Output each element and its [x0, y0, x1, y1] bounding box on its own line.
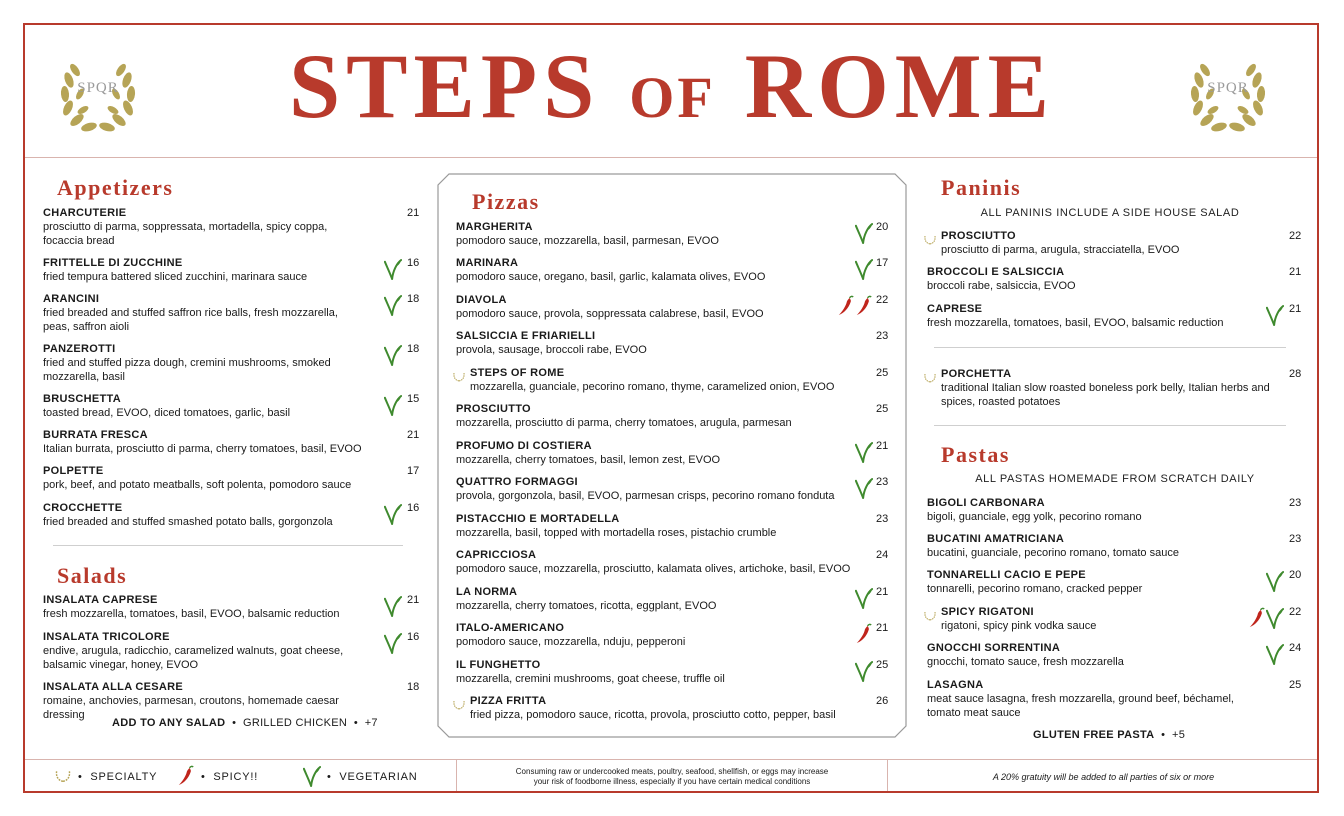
menu-item: [456, 330, 866, 357]
vegetarian-leaf-icon: [303, 765, 321, 787]
menu-item-description: provola, gorgonzola, basil, EVOO, parmesan crisps, pecorino romano fonduta: [456, 490, 835, 502]
menu-item: [456, 659, 866, 686]
menu-item-description: endive, arugula, radicchio, caramelized walnuts, goat cheese, balsamic vinegar, honey, EVOO: [43, 645, 344, 671]
menu-item-name: BRUSCHETTA: [43, 393, 121, 405]
menu-item-name: PIZZA FRITTA: [470, 695, 547, 707]
menu-item-description: prosciutto di parma, soppressata, mortadella, spicy coppa, focaccia bread: [43, 221, 328, 247]
menu-item-price: 23: [876, 330, 889, 342]
menu-item: [456, 440, 866, 467]
paninis-heading: Paninis: [941, 175, 1022, 200]
specialty-laurel-icon: [452, 697, 466, 711]
menu-item-price: 20: [876, 221, 889, 233]
menu-item-description: pomodoro sauce, oregano, basil, garlic, kalamata olives, EVOO: [456, 271, 766, 283]
menu-item-description: mozzarella, cherry tomatoes, basil, lemon zest, EVOO: [456, 454, 721, 466]
menu-item-name: BURRATA FRESCA: [43, 429, 148, 441]
menu-item-price: 23: [876, 476, 889, 488]
menu-item-price: 21: [876, 622, 889, 634]
specialty-laurel-icon: [923, 608, 937, 622]
menu-item: [43, 681, 383, 722]
menu-item-name: POLPETTE: [43, 465, 104, 477]
spicy-pepper-icon: [855, 295, 873, 317]
menu-item: [456, 513, 866, 540]
menu-item-name: CAPRESE: [927, 303, 983, 315]
restaurant-title: [0, 36, 1344, 148]
menu-item-name: GNOCCHI SORRENTINA: [927, 642, 1061, 654]
menu-item: [456, 294, 866, 321]
health-notice-line-1: Consuming raw or undercooked meats, poultry, seafood, shellfish, or eggs may increase: [515, 767, 829, 776]
menu-item-price: 21: [407, 207, 420, 219]
menu-item: [456, 586, 866, 613]
menu-item-name: BUCATINI AMATRICIANA: [927, 533, 1065, 545]
menu-item: [43, 502, 363, 529]
section-divider: [934, 425, 1286, 426]
menu-item-name: PANZEROTTI: [43, 343, 116, 355]
menu-item: [927, 497, 1257, 524]
menu-item-name: PROSCIUTTO: [456, 403, 531, 415]
legend-spicy: • SPICY!!: [201, 771, 259, 783]
menu-item-description: pomodoro sauce, mozzarella, basil, parmesan, EVOO: [456, 235, 719, 247]
menu-item: [43, 207, 363, 248]
vegetarian-leaf-icon: [384, 294, 402, 316]
addon-price: +5: [1172, 729, 1186, 741]
spicy-pepper-icon: [837, 295, 855, 317]
menu-item: [927, 642, 1257, 669]
addon-option: GRILLED CHICKEN: [242, 717, 348, 729]
menu-item: [456, 549, 866, 576]
vegetarian-leaf-icon: [855, 441, 873, 463]
menu-item-description: romaine, anchovies, parmesan, croutons, homemade caesar dressing: [43, 695, 339, 721]
menu-item-price: 21: [1289, 266, 1302, 278]
menu-item-description: prosciutto di parma, arugula, stracciatella, EVOO: [941, 244, 1180, 256]
emblem-text: SPQR: [77, 80, 119, 96]
menu-item-name: ITALO-AMERICANO: [456, 622, 565, 634]
menu-item-name: IL FUNGHETTO: [456, 659, 541, 671]
pizzas-heading: Pizzas: [472, 189, 540, 214]
menu-item: [43, 429, 363, 456]
menu-item-price: 22: [1289, 230, 1302, 242]
menu-item-price: 26: [876, 695, 889, 707]
menu-item-description: toasted bread, EVOO, diced tomatoes, garlic, basil: [43, 407, 291, 419]
addon-label: ADD TO ANY SALAD: [112, 717, 226, 729]
vegetarian-leaf-icon: [1266, 304, 1284, 326]
vegetarian-leaf-icon: [384, 394, 402, 416]
pastas-heading: Pastas: [941, 442, 1010, 467]
menu-item-price: 21: [407, 594, 420, 606]
title-word-steps: STEPS: [288, 35, 601, 137]
menu-item-name: FRITTELLE DI ZUCCHINE: [43, 257, 183, 269]
menu-item: [456, 622, 866, 649]
menu-item: [927, 533, 1257, 560]
pasta-addon: GLUTEN FREE PASTA • +5: [1033, 729, 1186, 741]
menu-item: [456, 257, 866, 284]
title-word-rome: ROME: [744, 35, 1055, 137]
vegetarian-leaf-icon: [1266, 643, 1284, 665]
menu-item: [43, 257, 363, 284]
menu-item-description: bucatini, guanciale, pecorino romano, tomato sauce: [927, 547, 1179, 559]
legend-specialty-label: SPECIALTY: [90, 771, 158, 783]
menu-item-price: 24: [876, 549, 889, 561]
menu-item-price: 21: [876, 440, 889, 452]
menu-item: [456, 221, 866, 248]
menu-item: [43, 631, 383, 672]
menu-item-price: 28: [1289, 368, 1302, 380]
menu-item-description: meat sauce lasagna, fresh mozzarella, ground beef, béchamel, tomato meat sauce: [927, 693, 1234, 719]
menu-item-description: pork, beef, and potato meatballs, soft polenta, pomodoro sauce: [43, 479, 352, 491]
menu-item: [927, 266, 1282, 293]
footer-divider: [887, 760, 888, 791]
menu-item-name: PROFUMO DI COSTIERA: [456, 440, 592, 452]
legend-specialty: • SPECIALTY: [78, 771, 158, 783]
health-notice-line-2: your risk of foodborne illness, especially if you have certain medical conditions: [533, 777, 811, 786]
menu-item-description: mozzarella, prosciutto di parma, cherry tomatoes, arugula, parmesan: [456, 417, 792, 429]
specialty-laurel-icon: [923, 370, 937, 384]
vegetarian-leaf-icon: [384, 632, 402, 654]
appetizers-heading: Appetizers: [57, 175, 174, 200]
menu-item-price: 20: [1289, 569, 1302, 581]
menu-item-description: traditional Italian slow roasted boneless pork belly, Italian herbs and spices, roasted potatoes: [941, 382, 1270, 408]
gratuity-notice: A 20% gratuity will be added to all parties of six or more: [992, 772, 1215, 782]
menu-item: [43, 343, 363, 384]
specialty-laurel-icon: [923, 232, 937, 246]
menu-item: [927, 679, 1257, 720]
menu-item: [43, 393, 363, 420]
vegetarian-leaf-icon: [384, 344, 402, 366]
menu-item-name: MARGHERITA: [456, 221, 533, 233]
vegetarian-leaf-icon: [1266, 570, 1284, 592]
vegetarian-leaf-icon: [1266, 607, 1284, 629]
menu-item-name: PROSCIUTTO: [941, 230, 1016, 242]
menu-item-name: TONNARELLI CACIO E PEPE: [927, 569, 1086, 581]
section-divider: [53, 545, 403, 546]
spicy-pepper-icon: [855, 623, 873, 645]
menu-item-price: 15: [407, 393, 420, 405]
menu-item-price: 25: [876, 403, 889, 415]
pastas-note: ALL PASTAS HOMEMADE FROM SCRATCH DAILY: [975, 473, 1255, 485]
menu-item-price: 21: [876, 586, 889, 598]
menu-item-price: 25: [1289, 679, 1302, 691]
menu-item: [927, 569, 1257, 596]
menu-item-price: 21: [1289, 303, 1302, 315]
specialty-laurel-icon: [452, 369, 466, 383]
menu-item-name: DIAVOLA: [456, 294, 507, 306]
menu-item-price: 16: [407, 257, 420, 269]
menu-item-name: INSALATA TRICOLORE: [43, 631, 170, 643]
menu-item-description: fried tempura battered sliced zucchini, marinara sauce: [43, 271, 308, 283]
menu-item: [941, 230, 1282, 257]
vegetarian-leaf-icon: [855, 477, 873, 499]
menu-item: [470, 367, 866, 394]
menu-item-name: MARINARA: [456, 257, 519, 269]
title-word-of: OF: [629, 65, 716, 130]
section-divider: [934, 347, 1286, 348]
menu-item-price: 16: [407, 631, 420, 643]
menu-item: [43, 293, 363, 334]
vegetarian-leaf-icon: [855, 660, 873, 682]
menu-item-description: mozzarella, guanciale, pecorino romano, thyme, caramelized onion, EVOO: [470, 381, 835, 393]
spicy-pepper-icon: [177, 765, 195, 787]
menu-item: [43, 594, 383, 621]
menu-item-price: 16: [407, 502, 420, 514]
menu-item: [456, 476, 866, 503]
menu-item-description: fried breaded and stuffed saffron rice balls, fresh mozzarella, peas, saffron aioli: [43, 307, 338, 333]
menu-item-name: INSALATA ALLA CESARE: [43, 681, 184, 693]
menu-item-description: tonnarelli, pecorino romano, cracked pepper: [927, 583, 1143, 595]
spicy-pepper-icon: [1248, 607, 1266, 629]
salads-heading: Salads: [57, 563, 128, 588]
paninis-note: ALL PANINIS INCLUDE A SIDE HOUSE SALAD: [980, 207, 1240, 219]
menu-item-description: fried pizza, pomodoro sauce, ricotta, provola, prosciutto cotto, pepper, basil: [470, 709, 836, 721]
menu-item-name: BIGOLI CARBONARA: [927, 497, 1045, 509]
menu-item-name: PORCHETTA: [941, 368, 1012, 380]
menu-item-price: 23: [1289, 533, 1302, 545]
menu-item-price: 25: [876, 367, 889, 379]
salad-addon: ADD TO ANY SALAD • GRILLED CHICKEN • +7: [112, 717, 378, 729]
menu-item: [470, 695, 866, 722]
menu-item-description: fresh mozzarella, tomatoes, basil, EVOO, balsamic reduction: [927, 317, 1224, 329]
menu-item-description: mozzarella, cherry tomatoes, ricotta, eggplant, EVOO: [456, 600, 717, 612]
specialty-laurel-icon: [54, 766, 72, 784]
menu-item-price: 23: [1289, 497, 1302, 509]
menu-item-description: rigatoni, spicy pink vodka sauce: [941, 620, 1097, 632]
menu-item: [941, 606, 1257, 633]
menu-item-description: mozzarella, cremini mushrooms, goat cheese, truffle oil: [456, 673, 725, 685]
vegetarian-leaf-icon: [384, 595, 402, 617]
vegetarian-leaf-icon: [384, 258, 402, 280]
menu-item-price: 18: [407, 343, 420, 355]
menu-item-name: CROCCHETTE: [43, 502, 123, 514]
menu-item-name: LASAGNA: [927, 679, 984, 691]
vegetarian-leaf-icon: [855, 587, 873, 609]
menu-item-description: pomodoro sauce, provola, soppressata calabrese, basil, EVOO: [456, 308, 764, 320]
health-notice: [460, 767, 884, 787]
menu-item-description: gnocchi, tomato sauce, fresh mozzarella: [927, 656, 1124, 668]
legend-vegetarian: • VEGETARIAN: [327, 771, 418, 783]
menu-item-name: INSALATA CAPRESE: [43, 594, 158, 606]
menu-item-price: 17: [407, 465, 420, 477]
vegetarian-leaf-icon: [384, 503, 402, 525]
emblem-text: SPQR: [1207, 80, 1249, 96]
addon-label: GLUTEN FREE PASTA: [1033, 729, 1155, 741]
menu-item-description: pomodoro sauce, mozzarella, nduju, pepperoni: [456, 636, 686, 648]
menu-item-name: PISTACCHIO E MORTADELLA: [456, 513, 620, 525]
menu-item-price: 18: [407, 681, 420, 693]
menu-item-name: STEPS OF ROME: [470, 367, 565, 379]
legend-spicy-label: SPICY!!: [213, 771, 259, 783]
menu-item-name: CAPRICCIOSA: [456, 549, 537, 561]
menu-item-name: LA NORMA: [456, 586, 518, 598]
menu-item-description: Italian burrata, prosciutto di parma, cherry tomatoes, basil, EVOO: [43, 443, 362, 455]
menu-item-description: bigoli, guanciale, egg yolk, pecorino romano: [927, 511, 1142, 523]
menu-item-price: 22: [876, 294, 889, 306]
menu-item-price: 25: [876, 659, 889, 671]
menu-item-description: provola, sausage, broccoli rabe, EVOO: [456, 344, 647, 356]
menu-item-description: broccoli rabe, salsiccia, EVOO: [927, 280, 1076, 292]
menu-item-name: SALSICCIA E FRIARIELLI: [456, 330, 596, 342]
footer-divider: [456, 760, 457, 791]
menu-item-description: pomodoro sauce, mozzarella, prosciutto, kalamata olives, artichoke, basil, EVOO: [456, 563, 851, 575]
menu-item: [941, 368, 1282, 409]
menu-item-name: ARANCINI: [43, 293, 100, 305]
menu-item-name: SPICY RIGATONI: [941, 606, 1034, 618]
menu-item-name: BROCCOLI E SALSICCIA: [927, 266, 1065, 278]
menu-item-description: mozzarella, basil, topped with mortadella roses, pistachio crumble: [456, 527, 777, 539]
vegetarian-leaf-icon: [855, 258, 873, 280]
menu-item-description: fried and stuffed pizza dough, cremini mushrooms, smoked mozzarella, basil: [43, 357, 331, 383]
menu-item: [43, 465, 363, 492]
addon-price: +7: [364, 717, 378, 729]
menu-item-price: 18: [407, 293, 420, 305]
menu-item-description: fried breaded and stuffed smashed potato balls, gorgonzola: [43, 516, 333, 528]
menu-item-price: 23: [876, 513, 889, 525]
menu-item-name: CHARCUTERIE: [43, 207, 127, 219]
menu-item-price: 24: [1289, 642, 1302, 654]
menu-item-price: 21: [407, 429, 420, 441]
vegetarian-leaf-icon: [855, 222, 873, 244]
menu-item-price: 17: [876, 257, 889, 269]
menu-item: [456, 403, 866, 430]
menu-item-name: QUATTRO FORMAGGI: [456, 476, 578, 488]
menu-item-price: 22: [1289, 606, 1302, 618]
legend-vegetarian-label: VEGETARIAN: [339, 771, 418, 783]
menu-item: [927, 303, 1282, 330]
menu-item-description: fresh mozzarella, tomatoes, basil, EVOO, balsamic reduction: [43, 608, 340, 620]
